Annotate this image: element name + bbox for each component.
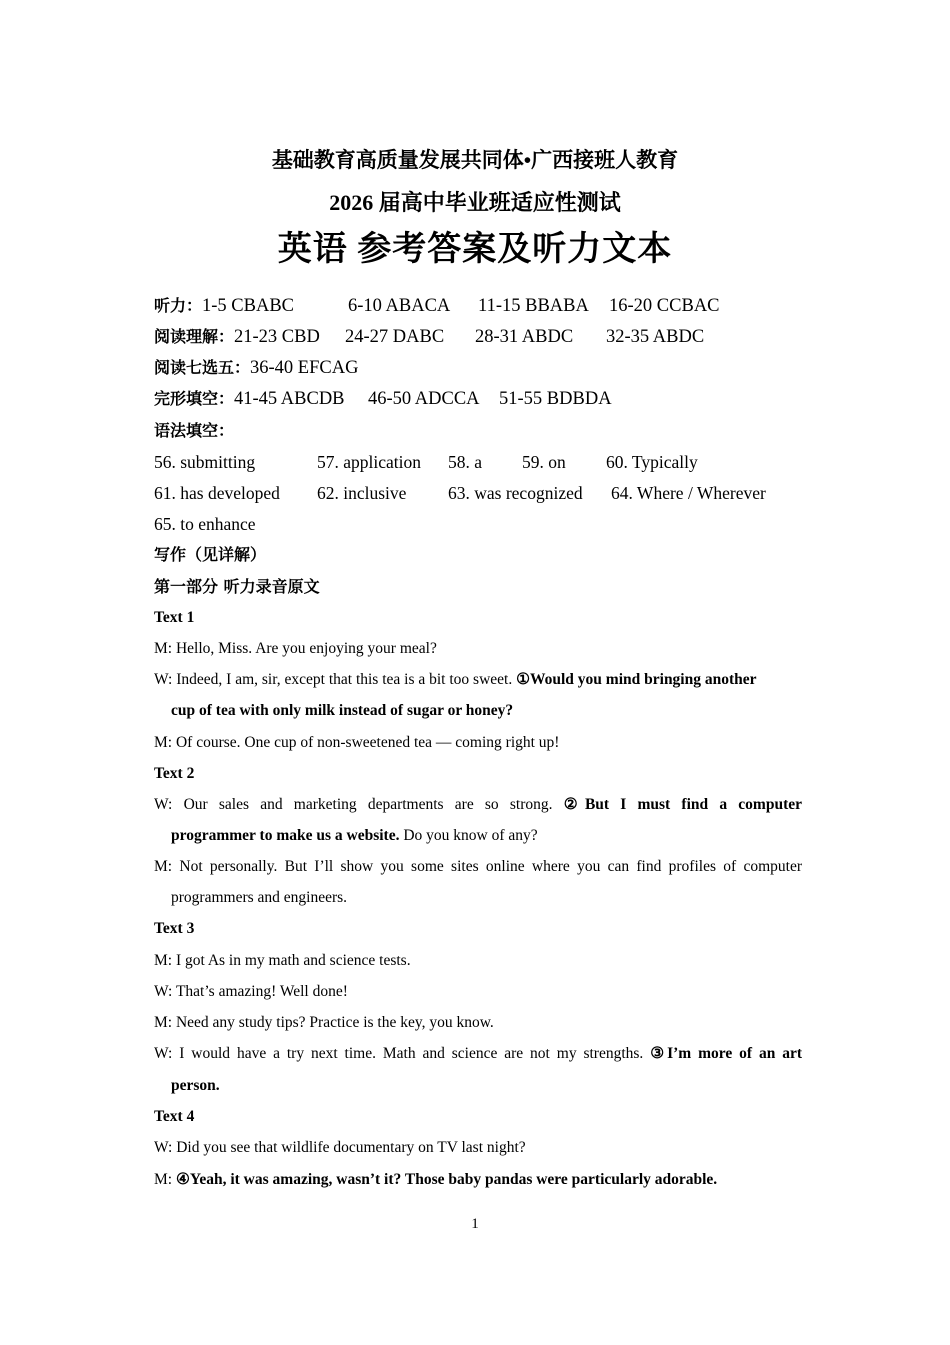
text-4-line: M: ④Yeah, it was amazing, wasn’t it? Those baby pandas were particularly adorable. xyxy=(154,1171,718,1188)
text-4-heading: Text 4 xyxy=(154,1108,195,1125)
grammar-answers-row-3: 65. to enhance xyxy=(154,514,256,534)
text-3-line: W: That’s amazing! Well done! xyxy=(154,983,348,1000)
cloze-answers: 完形填空：41-45 ABCDB 46-50 ADCCA 51-55 BDBDA xyxy=(154,389,612,409)
text-2-line: M: Not personally. But I’ll show you some sites online where you can find profiles of computer xyxy=(154,858,802,875)
seven-label: 阅读七选五： xyxy=(154,358,251,377)
cloze-label: 完形填空： xyxy=(154,389,235,408)
text-2-line: programmer to make us a website. Do you know of any? xyxy=(171,827,538,844)
text-3-heading: Text 3 xyxy=(154,920,195,937)
text-1-line: W: Indeed, I am, sir, except that this tea is a bit too sweet. ①Would you mind bringing another xyxy=(154,671,757,688)
key-sentence: ③I’m more of an art xyxy=(650,1045,803,1062)
key-sentence: cup of tea with only milk instead of sugar or honey? xyxy=(171,702,514,719)
text-2-heading: Text 2 xyxy=(154,765,195,782)
grammar-label: 语法填空： xyxy=(154,421,235,440)
text-3-line: M: I got As in my math and science tests. xyxy=(154,952,411,969)
writing-note: 写作（见详解） xyxy=(154,545,267,564)
text-4-line: W: Did you see that wildlife documentary on TV last night? xyxy=(154,1139,526,1156)
grammar-answers-row-2: 61. has developed 62. inclusive 63. was recognized 64. Where / Wherever xyxy=(154,483,766,503)
organizer-title: 基础教育高质量发展共同体•广西接班人教育 xyxy=(271,148,679,172)
key-sentence: programmer to make us a website. xyxy=(171,827,400,844)
listening-answers: 听力：1-5 CBABC 6-10 ABACA 11-15 BBABA 16-20 CCBAC xyxy=(154,296,720,316)
document-title: 英语 参考答案及听力文本 xyxy=(277,231,673,268)
text-1-line: M: Hello, Miss. Are you enjoying your meal? xyxy=(154,640,437,657)
key-sentence: ④Yeah, it was amazing, wasn’t it? Those baby pandas were particularly adorable. xyxy=(175,1171,718,1188)
section-title: 第一部分 听力录音原文 xyxy=(154,577,320,596)
text-2-line: programmers and engineers. xyxy=(171,889,348,906)
reading-label: 阅读理解： xyxy=(154,327,235,346)
key-sentence: ②But I must find a computer xyxy=(563,796,802,813)
listening-label: 听力： xyxy=(154,296,203,315)
text-1-heading: Text 1 xyxy=(154,609,195,626)
key-sentence: person. xyxy=(171,1077,220,1094)
text-2-line: W: Our sales and marketing departments are so strong. ②But I must find a computer xyxy=(154,796,802,813)
reading-answers: 阅读理解：21-23 CBD 24-27 DABC 28-31 ABDC 32-35 ABDC xyxy=(154,327,705,347)
text-1-line: M: Of course. One cup of non-sweetened tea — coming right up! xyxy=(154,734,560,751)
grammar-answers-row-1: 56. submitting 57. application 58. a 59. on 60. Typically xyxy=(154,452,698,472)
seven-choose-five-answers: 阅读七选五：36-40 EFCAG xyxy=(154,358,359,378)
text-3-line: M: Need any study tips? Practice is the key, you know. xyxy=(154,1014,494,1031)
grammar-label-row xyxy=(154,419,234,443)
exam-title: 2026 届高中毕业班适应性测试 xyxy=(329,190,621,215)
text-3-line: W: I would have a try next time. Math and science are not my strengths. ③I’m more of an art xyxy=(154,1045,803,1062)
key-sentence: ①Would you mind bringing another xyxy=(516,671,757,688)
page-number: 1 xyxy=(471,1216,479,1232)
